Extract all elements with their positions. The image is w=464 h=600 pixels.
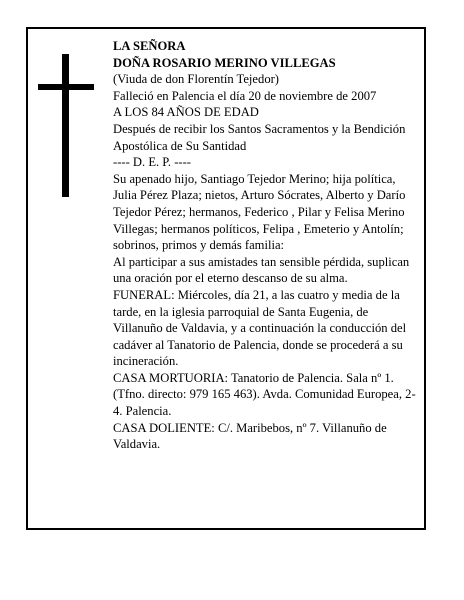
deceased-name: DOÑA ROSARIO MERINO VILLEGAS bbox=[113, 55, 336, 70]
age-at-death: A LOS 84 AÑOS DE EDAD bbox=[113, 105, 259, 120]
rip-line: ---- D. E. P. ---- bbox=[113, 155, 191, 170]
family-list: Su apenado hijo, Santiago Tejedor Merino; hija política, Julia Pérez Plaza; nietos, Arturo Sócrates, Alberto y Darío Tejedor Pérez; hermanos, Federico , Pilar y Felisa Merino Villegas; hermanos políticos, Felipa , Emeterio y Antolín; sobrinos, primos y demás familia: bbox=[113, 171, 406, 253]
funeral-details: FUNERAL: Miércoles, día 21, a las cuatro y media de la tarde, en la iglesia parroquial de Santa Eugenia, de Villanuño de Valdavia, y a continuación la conducción del cadáver al Tanatorio de Palencia, donde se procederá a su incineración. bbox=[113, 287, 407, 369]
death-info: Falleció en Palencia el día 20 de noviembre de 2007 bbox=[113, 88, 377, 103]
mortuary-details: CASA MORTUORIA: Tanatorio de Palencia. Sala nº 1. (Tfno. directo: 979 165 463). Avda. Comunidad Europea, 2-4. Palencia. bbox=[113, 370, 416, 419]
widow-of: (Viuda de don Florentín Tejedor) bbox=[113, 72, 280, 87]
cross-icon-crossbar bbox=[38, 84, 94, 90]
cross-icon bbox=[62, 54, 69, 197]
obituary-title: LA SEÑORA bbox=[113, 39, 186, 53]
prayer-request: Al participar a sus amistades tan sensible pérdida, suplican una oración por el eterno descanso de su alma. bbox=[113, 254, 410, 286]
sacraments-note: Después de recibir los Santos Sacramentos y la Bendición Apostólica de Su Santidad bbox=[113, 121, 406, 153]
mourning-house: CASA DOLIENTE: C/. Maribebos, nº 7. Villanuño de Valdavia. bbox=[113, 420, 387, 452]
obituary-text bbox=[113, 38, 419, 453]
